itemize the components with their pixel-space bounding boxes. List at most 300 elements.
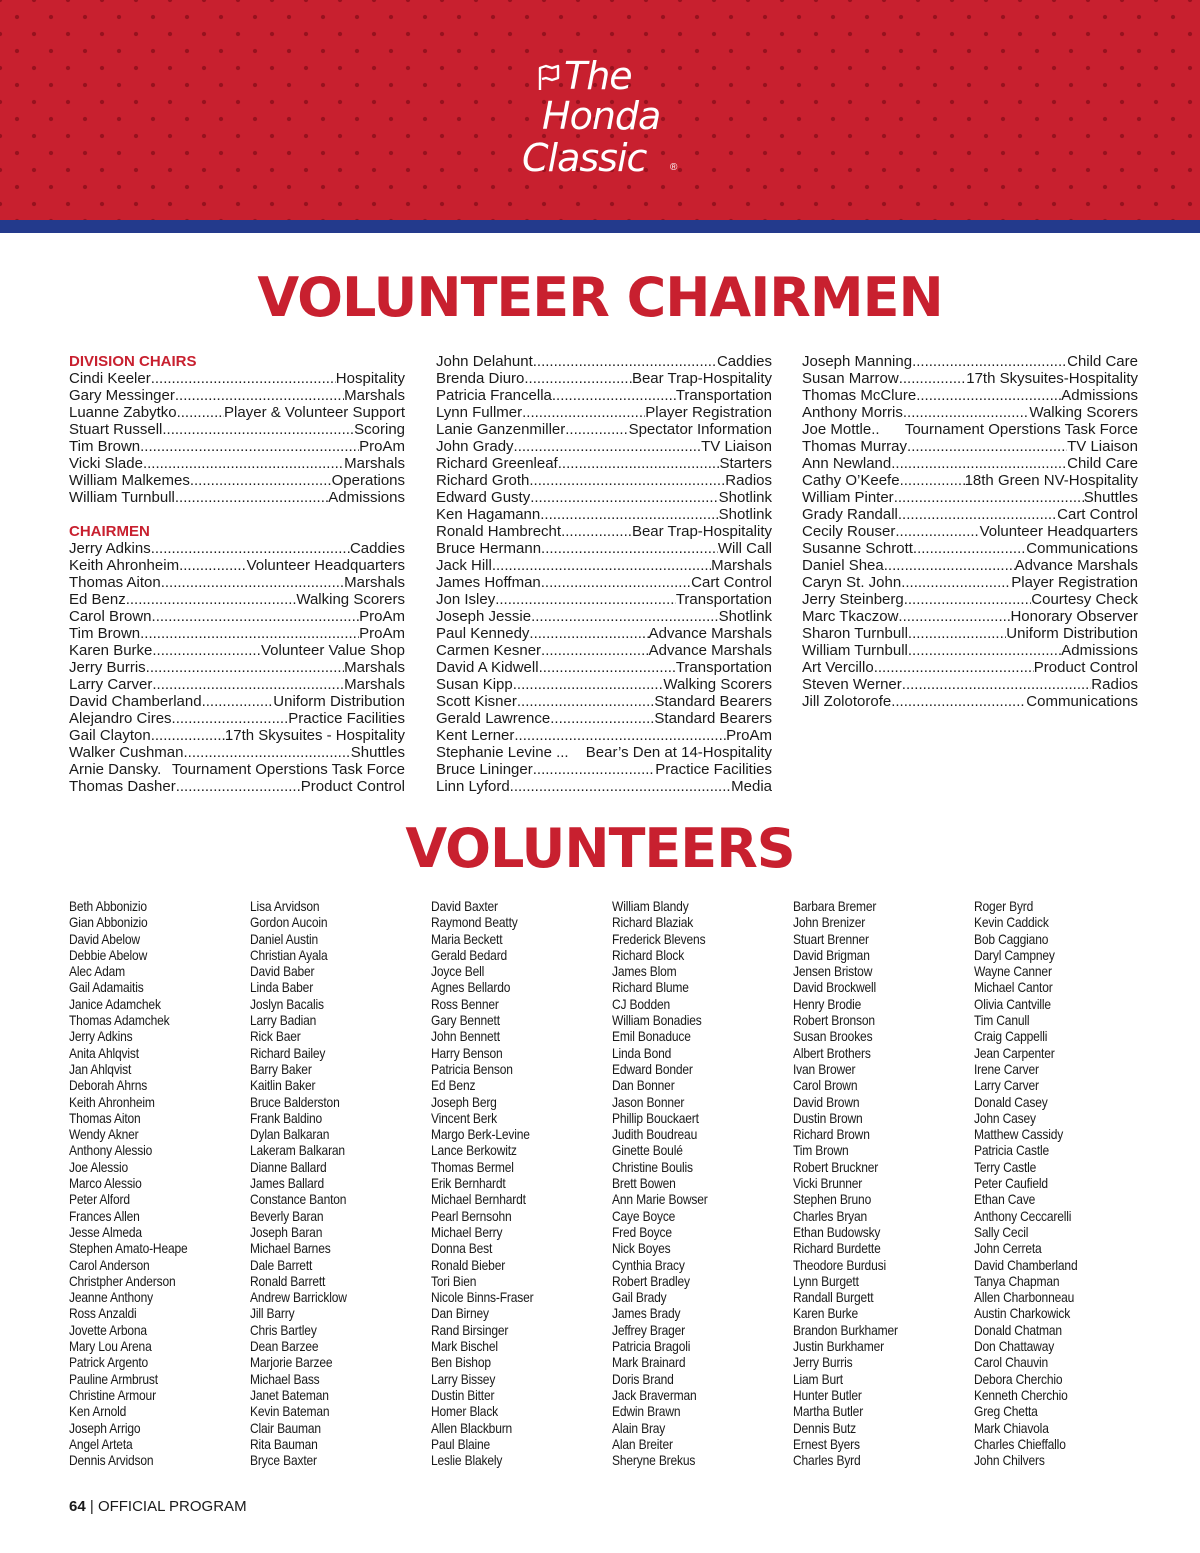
dot-leader — [513, 676, 664, 693]
volunteer-name: Dean Barzee — [250, 1338, 319, 1355]
chairman-name: Patricia Francella — [436, 387, 552, 404]
volunteer-name: Janet Bateman — [250, 1386, 329, 1403]
volunteer-name: William Blandy — [612, 898, 689, 914]
volunteer-name: Barry Baker — [250, 1060, 312, 1077]
volunteer-name: Stephen Amato-Heape — [69, 1240, 188, 1257]
chairman-entry — [69, 404, 405, 421]
dot-leader — [514, 727, 726, 744]
dot-leader — [901, 574, 1011, 591]
volunteer-name: Gerald Bedard — [431, 946, 508, 963]
chairman-entry — [802, 387, 1138, 404]
volunteer-name: Doris Brand — [612, 1370, 674, 1387]
dot-leader — [161, 574, 344, 591]
dot-leader — [143, 455, 344, 472]
chairman-role: Admissions — [1061, 642, 1138, 659]
volunteer-name: Lance Berkowitz — [431, 1142, 517, 1159]
volunteer-name: Hunter Butler — [793, 1386, 862, 1403]
chairman-name: John Grady — [436, 438, 514, 455]
chairman-entry — [436, 727, 772, 744]
chairman-entry — [69, 642, 405, 659]
volunteer-name: Peter Alford — [69, 1191, 130, 1208]
volunteer-name: Donna Best — [431, 1240, 493, 1257]
volunteer-name: Kevin Caddick — [974, 914, 1049, 931]
volunteer-name: Richard Block — [612, 946, 685, 963]
chairman-role: Bear Trap-Hospitality — [631, 523, 772, 540]
chairman-role: TV Liaison — [701, 438, 772, 455]
chairman-role: ProAm — [359, 438, 405, 455]
chairman-role: Transportation — [675, 591, 772, 608]
chairman-entry — [802, 404, 1138, 421]
volunteer-name: Mark Chiavola — [974, 1419, 1049, 1436]
chairman-role: Uniform Distribution — [1006, 625, 1138, 642]
volunteer-name: Nick Boyes — [612, 1240, 671, 1257]
dot-leader — [172, 710, 289, 727]
chairman-name: Tim Brown — [69, 625, 141, 642]
volunteer-name: Angel Arteta — [69, 1435, 133, 1452]
chairman-entry — [69, 710, 405, 727]
chairman-entry — [802, 523, 1138, 540]
chairman-name: Gail Clayton — [69, 727, 151, 744]
volunteer-name: Dennis Arvidson — [69, 1452, 154, 1469]
chairman-role: Volunteer Headquarters — [246, 557, 405, 574]
dot-leader — [903, 404, 1029, 421]
dot-leader — [533, 761, 656, 778]
chairman-name: Joe Mottle.. — [802, 421, 880, 438]
chairman-name: Art Vercillo — [802, 659, 874, 676]
volunteer-name: Patricia Castle — [974, 1142, 1050, 1159]
volunteer-name: Justin Burkhamer — [793, 1338, 884, 1355]
chairman-role: Starters — [719, 455, 772, 472]
volunteer-name: Wendy Akner — [69, 1126, 139, 1143]
volunteer-name: David Abelow — [69, 930, 140, 947]
chairman-entry — [436, 744, 772, 761]
volunteer-name: Mark Bischel — [431, 1338, 498, 1355]
chairman-entry — [69, 744, 405, 761]
volunteer-name: Gian Abbonizio — [69, 914, 148, 931]
volunteer-name: Henry Brodie — [793, 995, 862, 1012]
chairman-name: Brenda Diuro — [436, 370, 525, 387]
footer-label: OFFICIAL PROGRAM — [97, 1498, 247, 1515]
chairman-entry — [69, 557, 405, 574]
chairman-entry — [436, 455, 772, 472]
volunteer-name: Jan Ahlqvist — [69, 1060, 132, 1077]
chairman-role: Marshals — [344, 574, 405, 591]
volunteer-name: Anita Ahlqvist — [69, 1044, 139, 1061]
volunteer-name: Liam Burt — [793, 1370, 843, 1387]
chairman-name: Richard Greenleaf — [436, 455, 558, 472]
volunteer-name: Michael Bernhardt — [431, 1191, 526, 1208]
volunteer-name: James Ballard — [250, 1175, 325, 1192]
dot-leader — [152, 642, 261, 659]
dot-leader — [900, 472, 965, 489]
volunteer-name: Gordon Aucoin — [250, 914, 328, 931]
chairman-name: Lanie Ganzenmiller — [436, 421, 566, 438]
dot-leader — [899, 370, 967, 387]
chairman-role: Caddies — [349, 540, 405, 557]
dot-leader — [541, 540, 718, 557]
volunteer-name: Gary Bennett — [431, 1012, 500, 1029]
volunteer-name: Frank Baldino — [250, 1109, 323, 1126]
chairman-entry — [802, 608, 1138, 625]
volunteer-name: Ethan Cave — [974, 1191, 1036, 1208]
volunteers-column-3 — [431, 898, 606, 1468]
volunteer-name: Dianne Ballard — [250, 1158, 327, 1175]
chairman-role: Child Care — [1067, 353, 1138, 370]
volunteer-name: Robert Bruckner — [793, 1158, 879, 1175]
volunteer-name: Raymond Beatty — [431, 914, 518, 931]
volunteer-name: Christian Ayala — [250, 946, 328, 963]
chairman-role: TV Liaison — [1067, 438, 1138, 455]
volunteer-name: Anthony Ceccarelli — [974, 1207, 1072, 1224]
volunteer-name: Charles Chieffallo — [974, 1435, 1066, 1452]
chairman-role: Operations — [331, 472, 405, 489]
volunteers-title: VOLUNTEERS — [405, 817, 795, 880]
chairman-role: Courtesy Check — [1031, 591, 1138, 608]
volunteers-column-2 — [250, 898, 425, 1468]
dot-leader — [510, 778, 731, 795]
chairman-role: Scoring — [354, 421, 405, 438]
chairman-entry — [436, 557, 772, 574]
group-spacer — [69, 506, 405, 523]
chairman-name: Susan Marrow — [802, 370, 899, 387]
dot-leader — [912, 353, 1067, 370]
volunteer-name: Jill Barry — [250, 1305, 295, 1322]
chairman-role: Marshals — [711, 557, 772, 574]
volunteer-name: Tanya Chapman — [974, 1272, 1060, 1289]
volunteer-name: Mark Brainard — [612, 1354, 686, 1371]
volunteer-name: Robert Bronson — [793, 1012, 875, 1029]
volunteer-name: David Baber — [250, 963, 315, 980]
chairman-role: Will Call — [717, 540, 772, 557]
chairman-role: Honorary Observer — [1010, 608, 1138, 625]
chairman-role: Admissions — [1061, 387, 1138, 404]
dot-leader — [146, 659, 344, 676]
volunteers-column-6 — [974, 898, 1149, 1468]
volunteer-name: Allen Charbonneau — [974, 1289, 1075, 1306]
chairman-role: Volunteer Headquarters — [979, 523, 1138, 540]
volunteer-name: Patricia Bragoli — [612, 1338, 691, 1355]
volunteer-name: Richard Blaziak — [612, 914, 694, 931]
chairman-entry — [436, 778, 772, 795]
chairman-name: Richard Groth — [436, 472, 530, 489]
chairman-entry — [436, 642, 772, 659]
chairman-entry — [69, 540, 405, 557]
chairman-name: Susanne Schrott — [802, 540, 913, 557]
chairman-name: Bruce Hermann — [436, 540, 542, 557]
volunteer-name: Christine Armour — [69, 1386, 156, 1403]
volunteer-name: Harry Benson — [431, 1044, 503, 1061]
chairman-name: Thomas Aiton — [69, 574, 161, 591]
dot-leader — [904, 591, 1032, 608]
chairman-entry — [802, 676, 1138, 693]
volunteer-name: David Chamberland — [974, 1256, 1078, 1273]
chairman-name: Jerry Steinberg — [802, 591, 904, 608]
volunteers-column-1 — [69, 898, 244, 1468]
volunteer-name: Alan Breiter — [612, 1435, 673, 1452]
chairman-entry — [436, 370, 772, 387]
chairman-name: Larry Carver — [69, 676, 153, 693]
volunteer-name: Tim Brown — [793, 1142, 849, 1159]
volunteer-name: Margo Berk-Levine — [431, 1126, 530, 1143]
volunteer-name: Anthony Alessio — [69, 1142, 153, 1159]
volunteer-name: Matthew Cassidy — [974, 1126, 1064, 1143]
chairman-entry — [69, 438, 405, 455]
chairman-name: Stuart Russell — [69, 421, 163, 438]
volunteer-name: Keith Ahronheim — [69, 1093, 155, 1110]
chairman-role: Walking Scorers — [296, 591, 405, 608]
volunteer-name: Larry Carver — [974, 1077, 1039, 1094]
dot-leader — [152, 676, 344, 693]
chairman-name: Jerry Adkins — [69, 540, 151, 557]
volunteer-name: Lisa Arvidson — [250, 898, 320, 914]
chairman-name: Tim Brown — [69, 438, 141, 455]
chairman-role: Communications — [1026, 540, 1138, 557]
volunteer-name: Brett Bowen — [612, 1175, 676, 1192]
volunteer-name: Alec Adam — [69, 963, 126, 980]
chairman-role: Media — [731, 778, 772, 795]
chairman-role: Cart Control — [1057, 506, 1138, 523]
chairman-name: William Turnbull — [802, 642, 908, 659]
volunteer-name: Patricia Benson — [431, 1060, 513, 1077]
volunteer-name: David Brigman — [793, 946, 870, 963]
chairman-role: Cart Control — [691, 574, 772, 591]
chairmen-group-heading: DIVISION CHAIRS — [69, 353, 197, 370]
volunteer-name: Joseph Berg — [431, 1093, 497, 1110]
volunteer-name: Ginette Boulé — [612, 1142, 683, 1159]
dot-leader — [891, 455, 1067, 472]
volunteer-name: Janice Adamchek — [69, 995, 161, 1012]
chairman-name: Thomas Dasher — [69, 778, 176, 795]
dot-leader — [151, 540, 350, 557]
chairman-name: Carol Brown — [69, 608, 152, 625]
volunteer-name: Jack Braverman — [612, 1386, 697, 1403]
chairman-name: Cindi Keeler — [69, 370, 151, 387]
dot-leader — [908, 642, 1061, 659]
chairman-role: Walking Scorers — [1029, 404, 1138, 421]
chairman-entry — [802, 506, 1138, 523]
chairman-name: Linn Lyford — [436, 778, 510, 795]
dot-leader — [908, 625, 1006, 642]
volunteer-name: Olivia Cantville — [974, 995, 1051, 1012]
volunteer-name: Pauline Armbrust — [69, 1370, 158, 1387]
volunteer-name: Marjorie Barzee — [250, 1354, 333, 1371]
dot-leader — [898, 608, 1010, 625]
volunteer-name: Carol Anderson — [69, 1256, 150, 1273]
page-number: 64 — [69, 1498, 86, 1515]
chairman-name: David A Kidwell — [436, 659, 539, 676]
volunteer-name: John Cerreta — [974, 1240, 1042, 1257]
volunteer-name: Linda Baber — [250, 979, 314, 996]
chairman-name: Grady Randall — [802, 506, 898, 523]
volunteer-name: Donald Chatman — [974, 1321, 1062, 1338]
chairman-entry — [69, 421, 405, 438]
logo-line-3: Classic — [522, 136, 647, 180]
volunteer-name: Gail Adamaitis — [69, 979, 144, 996]
chairman-entry — [69, 370, 405, 387]
dot-leader — [561, 523, 632, 540]
dot-leader — [552, 387, 676, 404]
volunteer-name: James Blom — [612, 963, 677, 980]
chairman-entry — [802, 557, 1138, 574]
chairman-entry — [69, 659, 405, 676]
chairman-entry — [436, 506, 772, 523]
dot-leader — [895, 523, 979, 540]
volunteer-name: John Chilvers — [974, 1452, 1045, 1469]
chairman-name: Ken Hagamann — [436, 506, 541, 523]
chairman-name: Anthony Morris — [802, 404, 903, 421]
chairmen-column-1 — [69, 353, 405, 795]
dot-leader — [884, 557, 1015, 574]
chairman-role: Admissions — [328, 489, 405, 506]
volunteer-name: Daryl Campney — [974, 946, 1055, 963]
volunteer-name: Debbie Abelow — [69, 946, 148, 963]
chairman-name: James Hoffman — [436, 574, 541, 591]
chairman-entry — [436, 761, 772, 778]
chairman-entry — [436, 404, 772, 421]
volunteer-name: Marco Alessio — [69, 1175, 142, 1192]
chairman-name: Kent Lerner — [436, 727, 515, 744]
volunteer-name: Randall Burgett — [793, 1289, 874, 1306]
dot-leader — [558, 455, 720, 472]
volunteer-name: Jason Bonner — [612, 1093, 685, 1110]
chairman-name: Cathy O’Keefe — [802, 472, 900, 489]
dot-leader — [162, 421, 354, 438]
volunteer-name: Rita Bauman — [250, 1435, 318, 1452]
chairman-role: Shuttles — [1083, 489, 1138, 506]
chairman-entry — [436, 659, 772, 676]
volunteer-name: Lakeram Balkaran — [250, 1142, 345, 1159]
volunteer-name: Carol Brown — [793, 1077, 858, 1094]
volunteer-name: Vincent Berk — [431, 1109, 497, 1126]
chairman-role: ProAm — [359, 625, 405, 642]
volunteer-name: Sally Cecil — [974, 1223, 1029, 1240]
chairman-role: Marshals — [344, 455, 405, 472]
volunteer-name: Clair Bauman — [250, 1419, 321, 1436]
chairman-entry — [436, 574, 772, 591]
chairman-name: Ed Benz — [69, 591, 126, 608]
chairman-entry — [802, 489, 1138, 506]
volunteer-name: Chris Bartley — [250, 1321, 317, 1338]
dot-leader — [550, 710, 654, 727]
volunteer-name: David Baxter — [431, 898, 498, 914]
chairman-name: William Pinter — [802, 489, 894, 506]
chairman-entry — [69, 591, 405, 608]
volunteer-name: Pearl Bernsohn — [431, 1207, 512, 1224]
volunteer-name: Debora Cherchio — [974, 1370, 1063, 1387]
chairman-name: John Delahunt — [436, 353, 533, 370]
volunteer-name: Ross Benner — [431, 995, 499, 1012]
volunteer-name: Nicole Binns-Fraser — [431, 1289, 534, 1306]
volunteer-name: Susan Brookes — [793, 1028, 873, 1045]
chairman-name: Joseph Jessie — [436, 608, 532, 625]
chairman-name: Keith Ahronheim — [69, 557, 180, 574]
chairman-role: ProAm — [726, 727, 772, 744]
dot-leader — [202, 693, 274, 710]
dot-leader — [152, 608, 360, 625]
volunteer-name: Donald Casey — [974, 1093, 1048, 1110]
chairman-entry — [436, 421, 772, 438]
volunteer-name: Dennis Butz — [793, 1419, 857, 1436]
dot-leader — [530, 489, 718, 506]
chairman-name: Steven Werner — [802, 676, 902, 693]
chairman-role: Spectator Information — [628, 421, 772, 438]
chairman-entry — [436, 387, 772, 404]
volunteer-name: Richard Burdette — [793, 1240, 881, 1257]
volunteer-name: Jeffrey Brager — [612, 1321, 685, 1338]
chairman-name: Ronald Hambrecht — [436, 523, 562, 540]
chairman-name: Alejandro Cires — [69, 710, 172, 727]
chairman-name: Thomas Murray — [802, 438, 908, 455]
volunteer-name: Paul Blaine — [431, 1435, 491, 1452]
volunteer-name: Frances Allen — [69, 1207, 140, 1224]
volunteer-name: Richard Blume — [612, 979, 689, 996]
volunteer-name: Jesse Almeda — [69, 1223, 142, 1240]
chairman-entry — [69, 489, 405, 506]
chairman-entry — [802, 591, 1138, 608]
chairman-entry — [802, 659, 1138, 676]
dot-leader — [190, 472, 332, 489]
chairman-entry — [802, 642, 1138, 659]
volunteer-name: Gail Brady — [612, 1289, 667, 1306]
volunteer-name: Ed Benz — [431, 1077, 476, 1094]
chairman-name: Ann Newland — [802, 455, 892, 472]
dot-leader — [126, 591, 297, 608]
dot-leader — [175, 387, 344, 404]
chairman-role: 18th Green NV-Hospitality — [964, 472, 1138, 489]
dot-leader — [902, 676, 1092, 693]
chairman-entry — [436, 438, 772, 455]
dot-leader — [179, 557, 246, 574]
chairman-name: Karen Burke — [69, 642, 153, 659]
volunteer-name: James Brady — [612, 1305, 681, 1322]
volunteers-column-4 — [612, 898, 787, 1468]
chairman-entry — [69, 676, 405, 693]
chairman-entry — [69, 574, 405, 591]
chairman-role: Bear’s Den at 14-Hospitality — [585, 744, 772, 761]
dot-leader — [151, 370, 336, 387]
volunteer-name: Emil Bonaduce — [612, 1028, 691, 1045]
volunteer-name: Bryce Baxter — [250, 1452, 317, 1469]
chairman-role: Tournament Operstions Task Force — [171, 761, 405, 778]
chairman-role: Advance Marshals — [648, 625, 772, 642]
chairman-role: Volunteer Value Shop — [260, 642, 405, 659]
chairman-entry — [69, 727, 405, 744]
chairman-role: Uniform Distribution — [273, 693, 405, 710]
chairman-role: Product Control — [300, 778, 405, 795]
chairman-name: Daniel Shea — [802, 557, 884, 574]
volunteer-name: Thomas Bermel — [431, 1158, 514, 1175]
chairman-name: Cecily Rouser — [802, 523, 896, 540]
chairman-entry — [436, 676, 772, 693]
chairman-name: Sharon Turnbull — [802, 625, 908, 642]
volunteer-name: Michael Barnes — [250, 1240, 331, 1257]
page-footer — [69, 1497, 247, 1517]
volunteer-name: Richard Brown — [793, 1126, 870, 1143]
volunteer-name: Jean Carpenter — [974, 1044, 1055, 1061]
volunteer-name: Ronald Bieber — [431, 1256, 506, 1273]
volunteer-name: Dustin Bitter — [431, 1386, 495, 1403]
chairman-role: Transportation — [675, 659, 772, 676]
chairman-entry — [802, 574, 1138, 591]
volunteer-name: Larry Bissey — [431, 1370, 496, 1387]
volunteer-name: Michael Cantor — [974, 979, 1053, 996]
volunteer-name: Joyce Bell — [431, 963, 485, 980]
volunteer-name: Phillip Bouckaert — [612, 1109, 699, 1126]
chairman-role: 17th Skysuites-Hospitality — [966, 370, 1138, 387]
volunteer-name: Joe Alessio — [69, 1158, 129, 1175]
dot-leader — [541, 642, 649, 659]
chairman-name: William Turnbull — [69, 489, 175, 506]
